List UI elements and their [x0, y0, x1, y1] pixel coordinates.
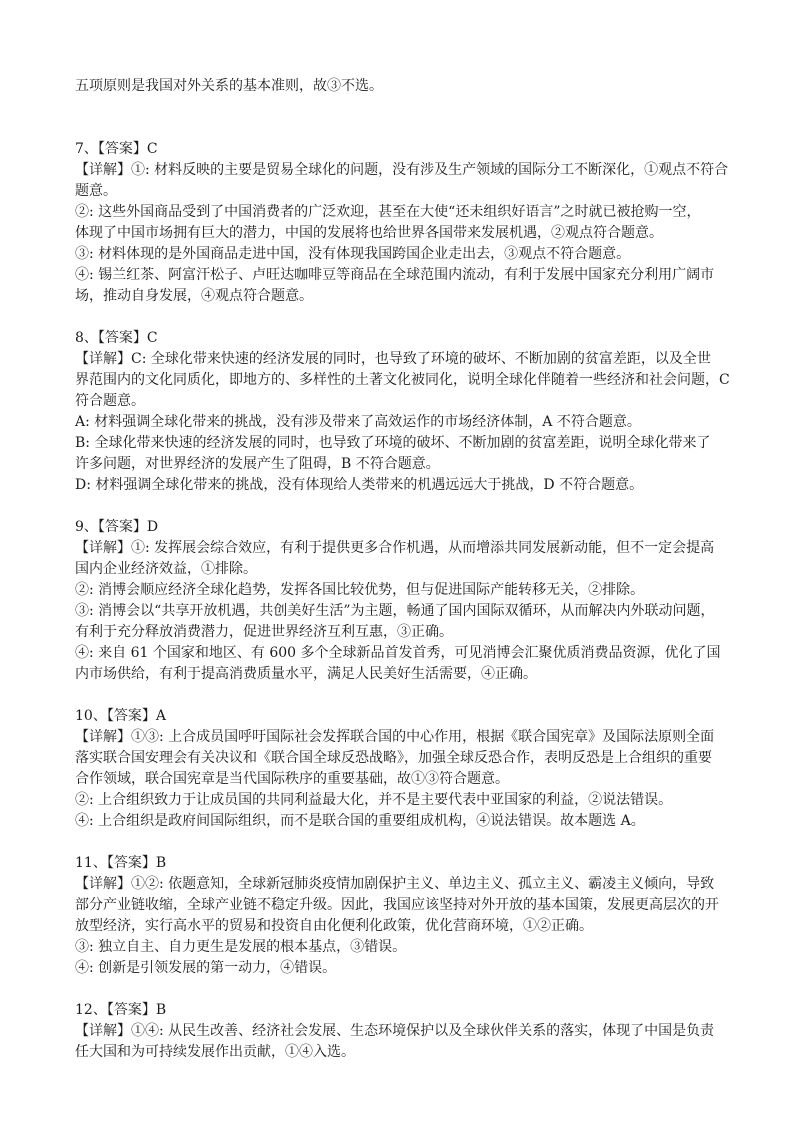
- text-line: ④: 来自 61 个国家和地区、有 600 多个全球新品首发首秀，可见消博会汇聚优质消费品资源，优化了国: [75, 645, 721, 661]
- answer-heading: 12、【答案】B: [75, 1002, 167, 1018]
- document-body: [75, 76, 730, 1063]
- text-line: D: 材料强调全球化带来的挑战，没有体现给人类带来的机遇远远大于挑战，D 不符合题意。: [75, 477, 644, 493]
- answer-heading: 11、【答案】B: [75, 855, 167, 871]
- answer-heading: 8、【答案】C: [75, 330, 158, 346]
- text-line: ④: 上合组织是政府间国际组织，而不是联合国的重要组成机构，④说法错误。故本题选 A。: [75, 813, 645, 829]
- spacer: [75, 979, 725, 1000]
- spacer: [75, 685, 725, 706]
- spacer: [75, 307, 725, 328]
- text-line: 体现了中国市场拥有巨大的潜力，中国的发展将也给世界各国带来发展机遇，②观点符合题意。: [75, 225, 663, 241]
- text-line: 任大国和为可持续发展作出贡献，①④入选。: [75, 1044, 355, 1060]
- spacer: [75, 832, 725, 853]
- answer-heading: 7、【答案】C: [75, 141, 158, 157]
- text-line: 场，推动自身发展，④观点符合题意。: [75, 288, 313, 304]
- text-line: 合作领域，联合国宪章是当代国际秩序的重要基础，故①③符合题意。: [75, 771, 509, 787]
- text-line: 界范围内的文化同质化，即地方的、多样性的土著文化被同化，说明全球化伴随着一些经济和社会问题，C: [75, 372, 730, 388]
- text-line: 【详解】C: 全球化带来快速的经济发展的同时，也导致了环境的破坏、不断加剧的贫富差距，以及全世: [75, 351, 711, 367]
- answer-heading: 10、【答案】A: [75, 708, 166, 724]
- text-line: ③: 独立自主、自力更生是发展的根本基点，③错误。: [75, 939, 407, 955]
- text-line: 放型经济，实行高水平的贸易和投资自由化便利化政策，优化营商环境，①②正确。: [75, 918, 593, 934]
- text-line: 落实联合国安理会有关决议和《联合国全球反恐战略》，加强全球反恐合作，表明反恐是上合组织的重要: [75, 750, 712, 766]
- text-line: 符合题意。: [75, 393, 145, 409]
- text-line: 【详解】①: 材料反映的主要是贸易全球化的问题，没有涉及生产领域的国际分工不断深化，①观点不符合: [75, 162, 729, 178]
- text-line: 有利于充分释放消费潜力，促进世界经济互利互惠，③正确。: [75, 624, 453, 640]
- text-line: ②: 上合组织致力于让成员国的共同利益最大化，并不是主要代表中亚国家的利益，②说法错误。: [75, 792, 673, 808]
- text-line: ②: 消博会顺应经济全球化趋势，发挥各国比较优势，但与促进国际产能转移无关，②排除。: [75, 582, 645, 598]
- answer-12: [75, 1000, 725, 1063]
- text-line: A: 材料强调全球化带来的挑战，没有涉及带来了高效运作的市场经济体制，A 不符合题意。: [75, 414, 641, 430]
- text-line: 部分产业链收缩，全球产业链不稳定升级。因此，我国应该坚持对外开放的基本国策，发展更高层次的开: [75, 897, 719, 913]
- spacer: [75, 496, 725, 517]
- text-line: ②: 这些外国商品受到了中国消费者的广泛欢迎，甚至在大使“还未组织好语言”之时就已被抢购一空，: [75, 204, 701, 220]
- answer-11: [75, 853, 725, 979]
- answer-8: [75, 328, 730, 496]
- text-line: 国内企业经济效益，①排除。: [75, 561, 257, 577]
- text-line: ③: 材料体现的是外国商品走进中国，没有体现我国跨国企业走出去，③观点不符合题意。: [75, 246, 631, 262]
- text-line: 【详解】①: 发挥展会综合效应，有利于提供更多合作机遇，从而增添共同发展新动能，但不一定会提高: [75, 540, 715, 556]
- spacer: [75, 97, 725, 118]
- text-line: 内市场供给，有利于提高消费质量水平，满足人民美好生活需要，④正确。: [75, 666, 537, 682]
- answer-9: [75, 517, 725, 685]
- answer-heading: 9、【答案】D: [75, 519, 159, 535]
- text-line: ③: 消博会以“共享开放机遇，共创美好生活”为主题，畅通了国内国际双循环，从而解决内外联动问题，: [75, 603, 715, 619]
- text-line: 【详解】①③: 上合成员国呼吁国际社会发挥联合国的中心作用，根据《联合国宪章》及国际法原则全面: [75, 729, 715, 745]
- text-line: 五项原则是我国对外关系的基本准则，故③不选。: [75, 78, 383, 94]
- answer-7: [75, 139, 729, 307]
- text-line: 【详解】①④: 从民生改善、经济社会发展、生态环境保护以及全球伙伴关系的落实，体现了中国是负责: [75, 1023, 715, 1039]
- text-line: ④: 创新是引领发展的第一动力，④错误。: [75, 960, 337, 976]
- intro-paragraph: [75, 76, 725, 97]
- text-line: B: 全球化带来快速的经济发展的同时，也导致了环境的破坏、不断加剧的贫富差距，说明全球化带来了: [75, 435, 711, 451]
- text-line: 【详解】①②: 依题意知，全球新冠肺炎疫情加剧保护主义、单边主义、孤立主义、霸凌主义倾向，导致: [75, 876, 715, 892]
- text-line: 题意。: [75, 183, 117, 199]
- text-line: 许多问题，对世界经济的发展产生了阻碍，B 不符合题意。: [75, 456, 440, 472]
- spacer: [75, 118, 725, 139]
- text-line: ④: 锡兰红茶、阿富汗松子、卢旺达咖啡豆等商品在全球范围内流动，有利于发展中国家充分利用广阔市: [75, 267, 715, 283]
- answer-10: [75, 706, 725, 832]
